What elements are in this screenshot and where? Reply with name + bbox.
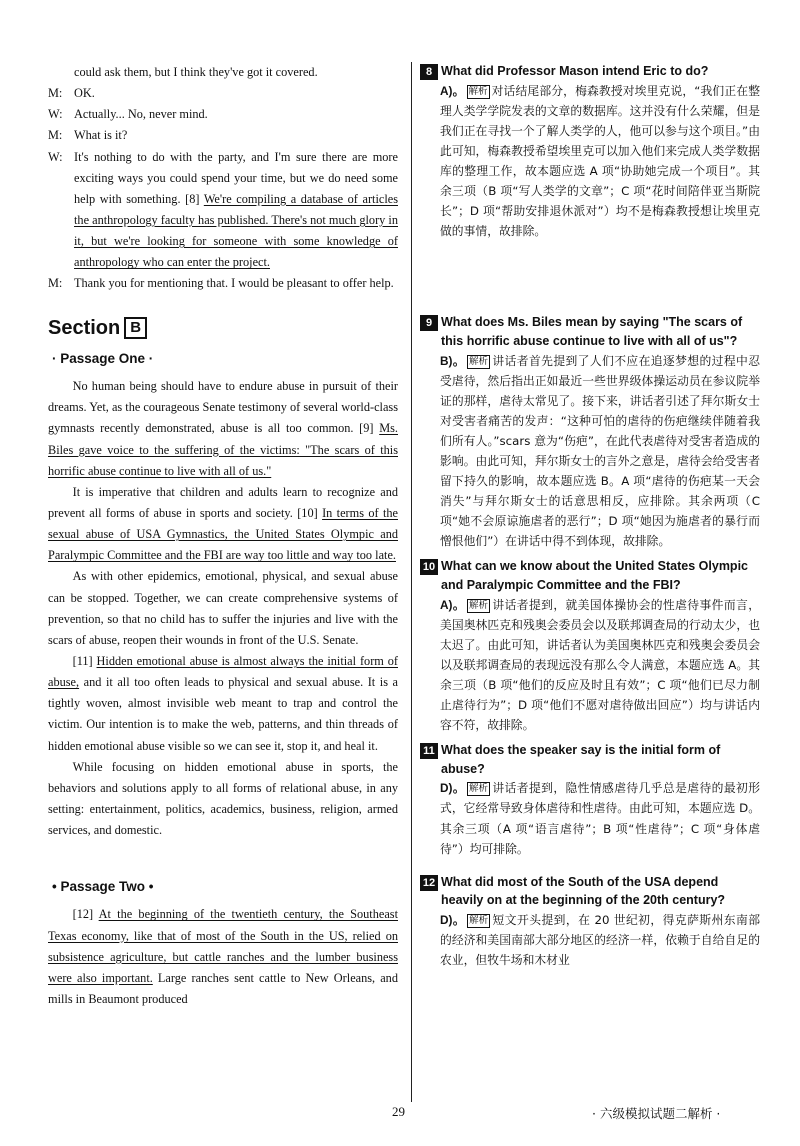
answer-explanation: A)。 解析 对话结尾部分，梅森教授对埃里克说，“我们正在整理人类学学院发表的文章的数据库。这并没有什么荣耀，但是我们正在寻找一个了解人类学的人，他可以参与这个项目。”由此可知，梅森教授希望埃里克可以加入他们来完成人类学数据库的整理工作，故本题应选 A 项“协助她完成一个项目”。其余三项（B 项“写人类学的文章”；C 项“花时间陪伴亚当斯院长”；D 项“帮助安排退休派对”）均不是梅森教授想让埃里克做的事情，故排除。 [440, 83, 760, 239]
passage-paragraph: It is imperative that children and adults learn to recognize and prevent all forms of abuse in sports and society. [10] In terms of the sexual abuse of USA Gymnastics, the United States Olympic and Paralympic Committee and the FBI are way too little and way too late. [48, 484, 398, 563]
analysis-tag: 解析 [469, 783, 489, 795]
dialogue-line [48, 104, 398, 125]
passage-paragraph: While focusing on hidden emotional abuse in sports, the behaviors and solutions apply to all forms of relational abuse, in any setting: entertainment, politics, academics, business, religion, armed services, and domestic. [48, 759, 398, 838]
dialogue-line [48, 125, 398, 146]
speaker-label: W: [48, 149, 63, 164]
question-number: 9 [420, 315, 438, 331]
speaker-label: M: [48, 276, 63, 291]
question-text: What did most of the South of the USA depend heavily on at the beginning of the 20th century? [441, 874, 726, 908]
passage-paragraph: [11] Hidden emotional abuse is almost always the initial form of abuse, and it all too often leads to physical and sexual abuse. It is a tightly woven, almost invisible web meant to trap and control the victim. Our intention is to make the web, patterns, and thin threads of hidden emotional abuse visible so we can see it, stop it, and heal it. [48, 653, 398, 753]
section-heading: Section B [48, 311, 398, 345]
question-text: What does the speaker say is the initial form of abuse? [441, 742, 721, 776]
passage-one-title: · Passage One · [52, 350, 154, 366]
analysis-tag: 解析 [469, 915, 489, 927]
dialogue-line [48, 147, 398, 274]
speaker-label: M: [48, 128, 63, 143]
analysis-tag: 解析 [468, 85, 488, 97]
question-number: 11 [420, 743, 438, 759]
analysis-tag: 解析 [469, 355, 489, 367]
answer-explanation: D)。 解析 短文开头提到，在 20 世纪初，得克萨斯州东南部的经济和美国南部大部分地区的经济一样，依赖于自给自足的农业，但牧牛场和木材业 [440, 913, 760, 968]
question-number: 8 [420, 64, 438, 80]
dialogue-line [48, 83, 398, 104]
key-sentence: Ms. Biles gave voice to the suffering of the victims: "The scars of this horrific abuse continue to live with all of us." [48, 421, 398, 478]
dialogue-line [48, 273, 398, 294]
question-text: What did Professor Mason intend Eric to do? [441, 64, 709, 78]
question-block [420, 313, 760, 551]
passage-paragraph: No human being should have to endure abuse in pursuit of their dreams. Yet, as the courageous Senate testimony of several world-class gymnasts recently demonstrated, abuse is all too common. [9] Ms. Biles gave voice to the suffering of the victims: "The scars of this horrific abuse continue to live with all of us." [48, 379, 398, 478]
passage-paragraph: [12] At the beginning of the twentieth century, the Southeast Texas economy, like that of most of the South in the US, relied on subsistence agriculture, but cattle ranches and the lumber business were also important. Large ranches sent cattle to New Orleans, and mills in Beaumont produced [48, 907, 398, 1007]
key-sentence: At the beginning of the twentieth century, the Southeast Texas economy, like that of most of the South in the US, relied on subsistence agriculture, but cattle ranches and the lumber business were also important. [48, 907, 398, 985]
question-block [420, 873, 760, 971]
page-number: 29 [392, 1104, 405, 1119]
answer-explanation: B)。 解析 讲话者首先提到了人们不应在追逐梦想的过程中忍受虐待，然后指出正如最近一些世界级体操运动员在参议院举证的那样，虐待太常见了。接下来，讲话者引述了拜尔斯女士对受害者痛苦的发声：“这种可怕的虐待的伤疤继续伴随着我们所有人。”scars 意为“伤疤”，在此代表虐待对受害者造成的影响。由此可知，拜尔斯女士的言外之意是，虐待会给受害者留下持久的影响，故本题应选 B。A 项“虐待的伤疤某一天会消失”与拜尔斯女士的话意思相反，应排除。其余两项（C 项“她不会原谅施虐者的恶行”；D 项“她因为施虐者的暴行而憎恨他们”）在讲话中得不到体现，故排除。 [440, 353, 760, 549]
key-sentence: In terms of the sexual abuse of USA Gymnastics, the United States Olympic and Paralympic Committee and the FBI are way too little and way too late. [48, 506, 398, 563]
section-badge: B [124, 317, 147, 339]
dialogue-text: Actually... No, never mind. [74, 107, 208, 122]
answer-explanation: A)。 解析 讲话者提到，就美国体操协会的性虐待事件而言，美国奥林匹克和残奥会委员会以及联邦调查局的行动太少，也太迟了。由此可知，讲话者认为美国奥林匹克和残奥会委员会以及联邦调查局的表现远没有那么令人满意，本题应选 A。其余三项（B 项“他们的反应及时且有效”；C 项“他们已尽力制止虐待行为”；D 项“他们不愿对虐待做出回应”）均与讲话内容不符，故排除。 [440, 597, 760, 732]
answer-explanation: D)。 解析 讲话者提到，隐性情感虐待几乎总是虐待的最初形式，它经常导致身体虐待和性虐待。由此可知，本题应选 D。其余三项（A 项“语言虐待”；B 项“性虐待”；C 项“身体虐待”）均可排除。 [440, 781, 760, 856]
analysis-tag: 解析 [469, 599, 489, 611]
key-sentence: Hidden emotional abuse is almost always the initial form of abuse, [48, 653, 398, 690]
dialogue-text: OK. [74, 86, 95, 101]
left-column [48, 62, 398, 1010]
key-sentence: We're compiling a database of articles the anthropology faculty has published. There's not much glory in it, but we're looking for someone with some knowledge of anthropology who can enter the project. [74, 191, 398, 270]
right-column [420, 62, 760, 976]
dialogue-text: Thank you for mentioning that. I would be pleasant to offer help. [74, 276, 394, 291]
question-number: 12 [420, 875, 438, 891]
question-number: 10 [420, 559, 438, 575]
question-text: What does Ms. Biles mean by saying "The scars of this horrific abuse continue to live with all of us"? [441, 315, 743, 348]
passage-two-title: • Passage Two • [52, 879, 154, 895]
dialogue-line: could ask them, but I think they've got it covered. [74, 65, 318, 79]
question-text: What can we know about the United States Olympic and Paralympic Committee and the FBI? [441, 559, 748, 592]
dialogue-text: It's nothing to do with the party, and I'm sure there are more exciting ways you could spend your time, but we do need some help with something. [8] We're compiling a database of articles the anthropology faculty has published. There's not much glory in it, but we're looking for someone with some knowledge of anthropology who can enter the project. [74, 149, 398, 270]
dialogue-text: What is it? [74, 128, 128, 143]
footer-title: · 六级模拟试题二解析 · [592, 1106, 721, 1121]
speaker-label: M: [48, 86, 63, 101]
speaker-label: W: [48, 107, 63, 122]
column-divider [411, 62, 412, 1102]
question-block [420, 557, 760, 735]
passage-paragraph: As with other epidemics, emotional, physical, and sexual abuse can be stopped. Together, we can create comprehensive systems of prevention, so that no child has to suffer the injuries and live with the scars of abuse, reopen their wounds in front of the U.S. Senate. [48, 569, 398, 647]
question-block [420, 62, 760, 241]
question-block [420, 741, 760, 859]
